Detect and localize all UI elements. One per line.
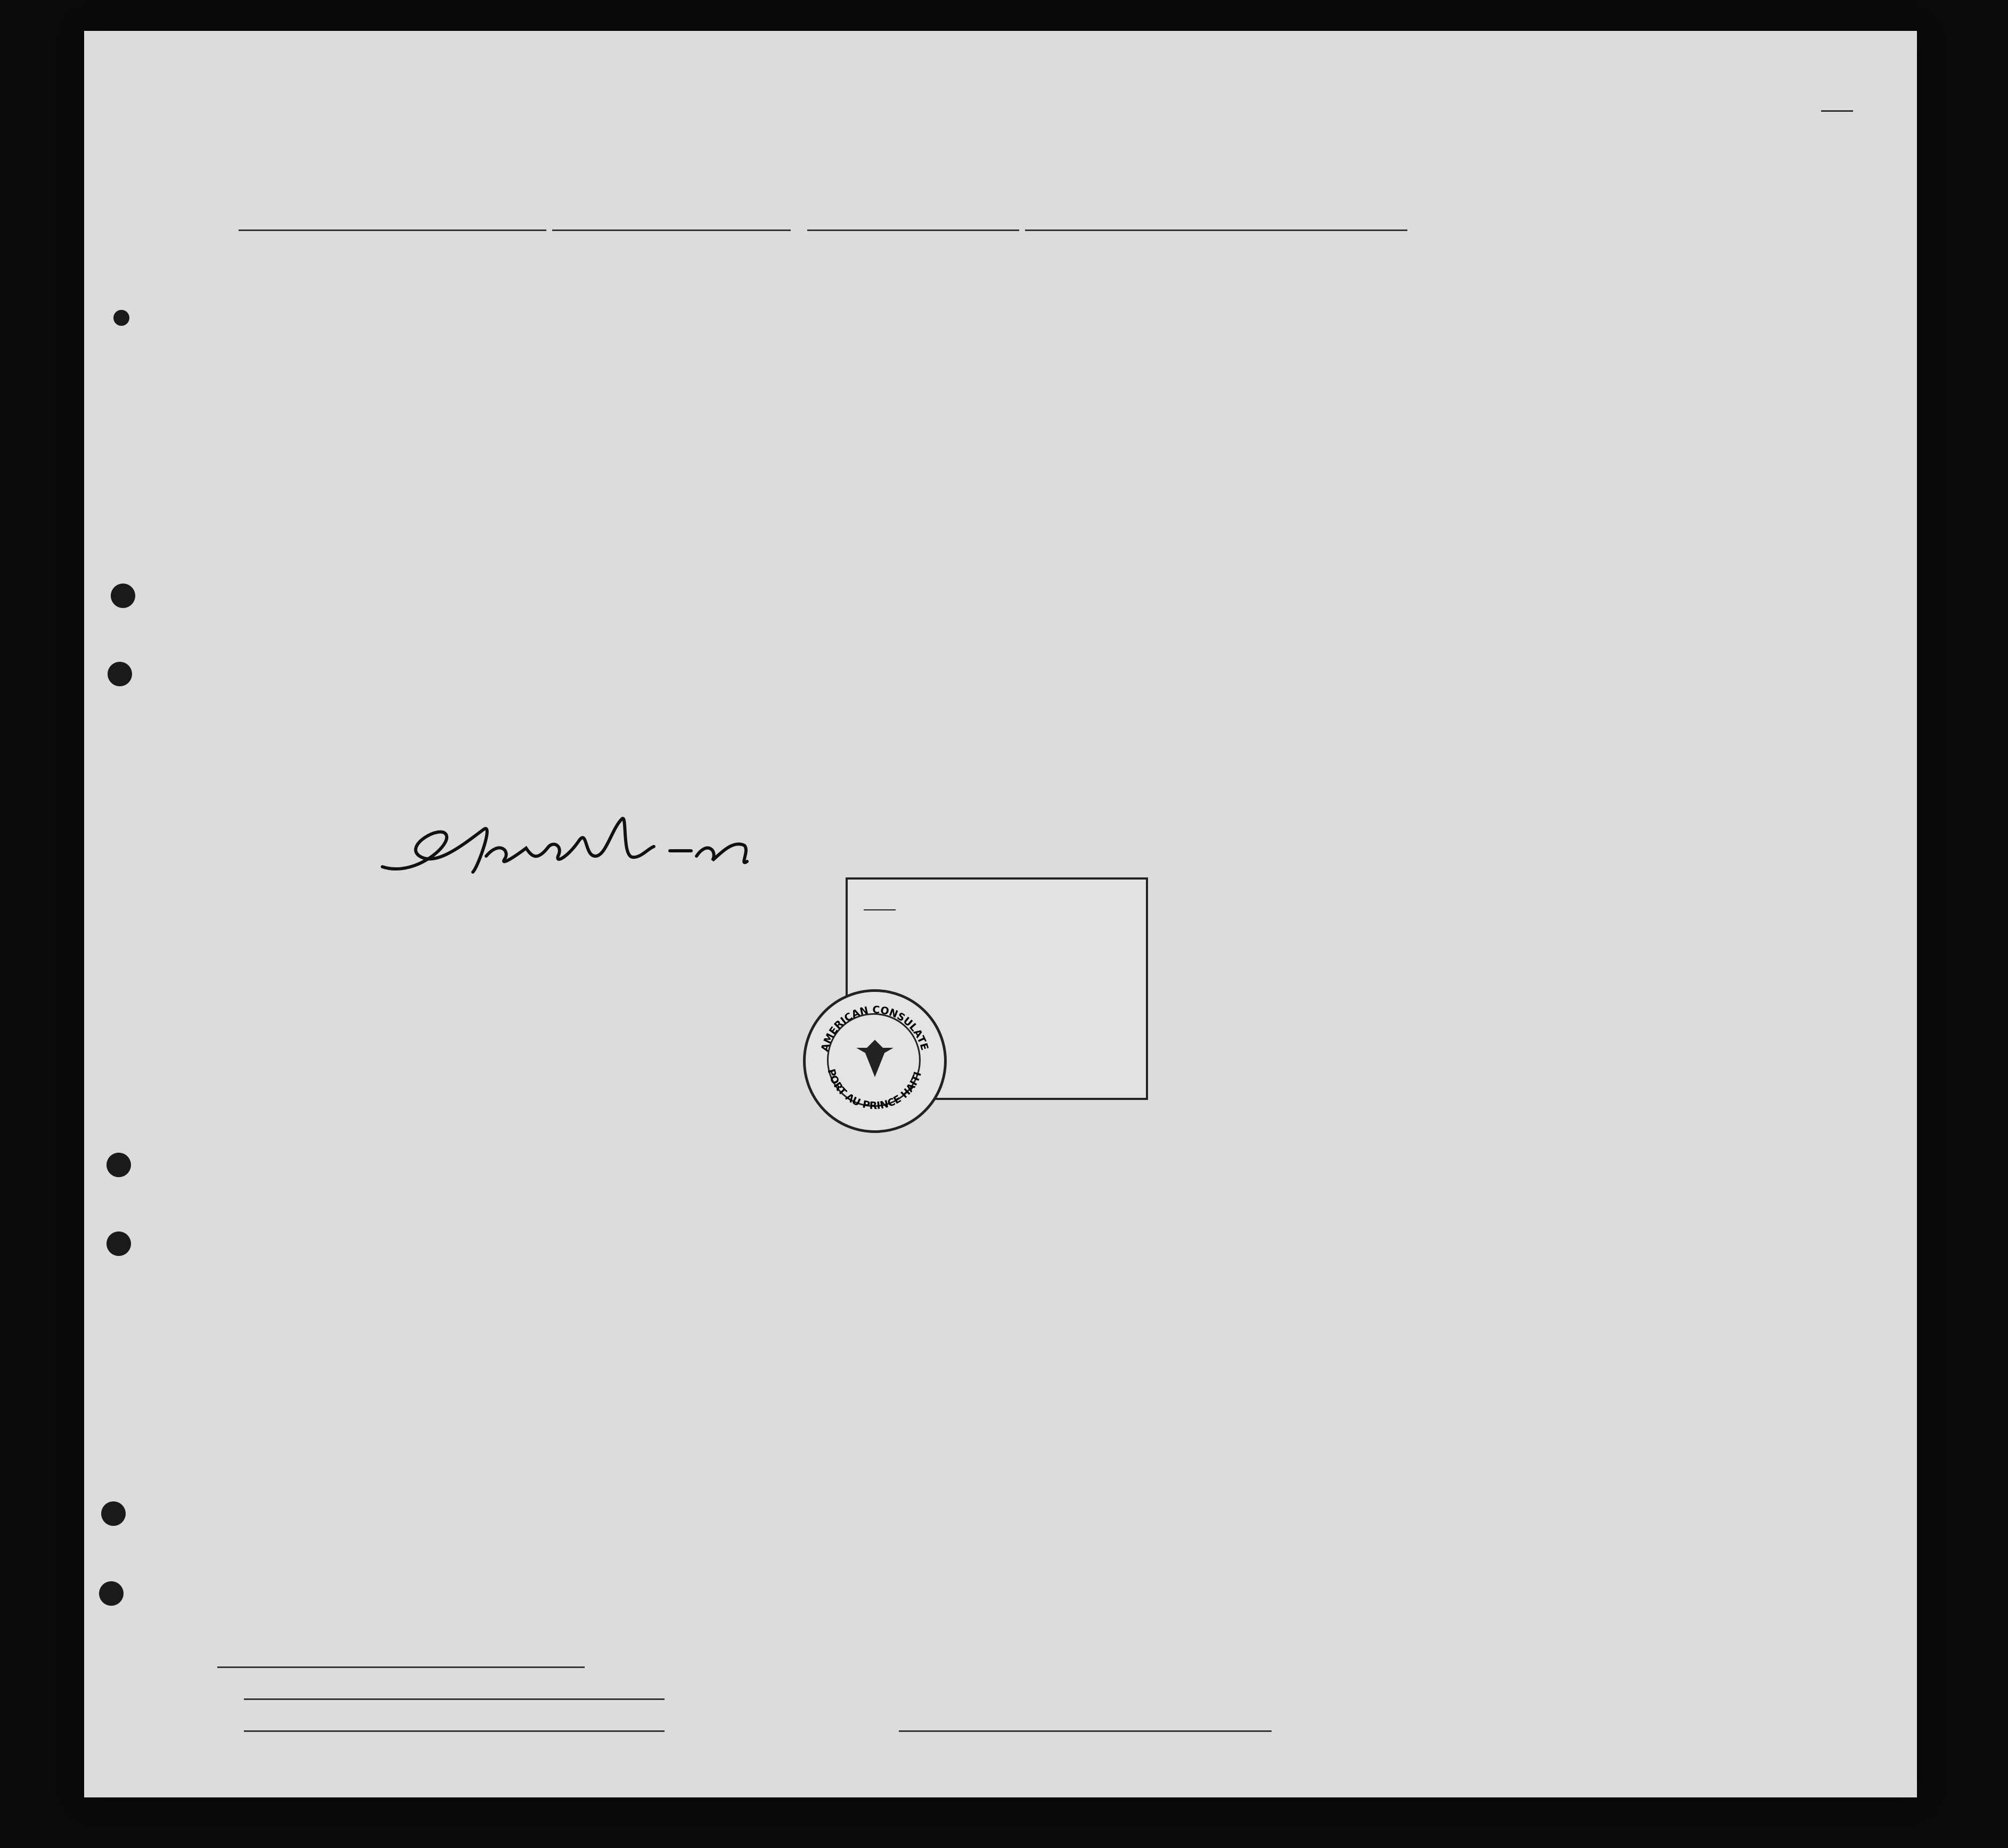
header-age xyxy=(1072,260,1107,281)
header-inspector xyxy=(1756,260,1879,262)
agents-value xyxy=(244,1730,665,1732)
header-no xyxy=(144,260,170,262)
header-weight xyxy=(1407,260,1458,281)
binder-hole xyxy=(99,1581,124,1606)
binder-hole xyxy=(113,310,129,326)
binder-hole xyxy=(106,1153,131,1177)
header-nationality xyxy=(1250,260,1357,281)
header-remarks xyxy=(1575,260,1751,262)
owners-value xyxy=(244,1698,665,1700)
header-last-voyage xyxy=(174,260,242,262)
manifest-sheet xyxy=(84,31,1917,1797)
header-sex xyxy=(1109,260,1144,281)
stamp-number xyxy=(864,887,896,909)
header-name xyxy=(244,260,601,270)
header-discharged xyxy=(968,260,1021,262)
binder-hole xyxy=(108,662,132,686)
binder-hole xyxy=(111,584,135,608)
header-position xyxy=(681,260,787,262)
svg-text:PORT AU PRINCE HAITI: PORT AU PRINCE HAITI xyxy=(825,1067,924,1112)
svg-text:AMERICAN CONSULATE: AMERICAN CONSULATE xyxy=(818,1004,931,1053)
header-race xyxy=(1146,260,1248,281)
header-height xyxy=(1359,260,1405,281)
inspector-line xyxy=(899,1714,1272,1732)
header-shipped xyxy=(792,260,963,262)
header-read xyxy=(1024,260,1069,262)
signature xyxy=(372,798,776,904)
header-service xyxy=(611,260,675,262)
consulate-seal xyxy=(803,989,947,1133)
header-marks xyxy=(1463,260,1570,270)
binder-hole xyxy=(101,1501,126,1526)
binder-hole xyxy=(106,1231,131,1256)
line-value xyxy=(217,1666,585,1668)
